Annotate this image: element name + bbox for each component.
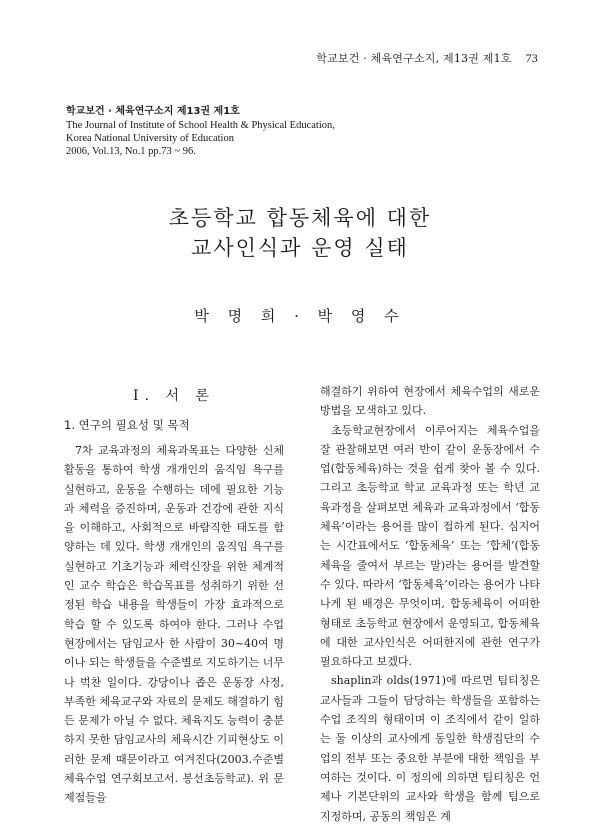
- paper-title-line-2: 교사인식과 운영 실태: [191, 236, 409, 260]
- running-head: [316, 50, 538, 66]
- running-head-journal: 학교보건 · 체육연구소지, 제13권 제1호: [316, 52, 512, 65]
- subsection-title: 1. 연구의 필요성 및 목적: [64, 418, 190, 432]
- body-paragraph: 7차 교육과정의 체육과목표는 다양한 신체활동을 통하여 학생 개개인의 움직임 욕구를 실현하고, 운동을 수행하는 데에 필요한 기능과 체력을 증진하며, 운동과 건강에 관한 지식을 이해하고, 사회적으로 바람직한 태도를 함양하는 데 있다. 학생 개개인의 움직임 욕구를 실현하고 기초기능과 체력신장을 위한 체계적인 교수 학습은 학습목표를 성취하기 위한 선정된 학습 내용을 학생들이 가장 효과적으로 학습 할 수 있도록 하여야 한다. 그러나 수업 현장에서는 담임교사 한 사람이 30~40여 명이나 되는 학생들을 수준별로 지도하기는 너무나 벅찬 일이다. 강당이나 좁은 운동장 사정, 부족한 체육교구와 자료의 문제도 해결하기 힘든 문제가 아닐 수 없다. 체육지도 능력이 충분하지 못한 담임교사의 체육시간 기피현상도 이러한 문제 때문이라고 여겨진다(2003.수준별 체육수업 연구회보고서. 봉선초등학교). 위 문제점들을: [64, 444, 284, 805]
- right-column: [320, 382, 540, 826]
- body-paragraph: shaplin과 olds(1971)에 따르면 팀티칭은 교사들과 그들이 담당하는 학생들을 포함하는 수업 조직의 형태이며 이 조직에서 같이 일하는 둘 이상의 교사에게 동일한 학생집단의 수업의 전부 또는 중요한 부분에 대한 책임을 부여하는 것이다. 이 정의에 의하면 팀티칭은 언제나 기본단위의 교사와 학생을 함께 팀으로 지정하며, 공동의 책임은 계: [320, 674, 540, 823]
- authors: 박 명 희 · 박 영 수: [194, 307, 406, 325]
- journal-info: [66, 105, 335, 158]
- journal-issue: 2006, Vol.13, No.1 pp.73 ~ 96.: [66, 146, 196, 157]
- paper-title: [0, 203, 600, 263]
- journal-name-english: The Journal of Institute of School Health & Physical Education,: [66, 120, 335, 131]
- journal-institution: Korea National University of Education: [66, 133, 234, 144]
- body-paragraph: 해결하기 위하여 현장에서 체육수업의 새로운 방법을 모색하고 있다.: [320, 385, 540, 418]
- section-title: Ⅰ. 서 론: [133, 388, 215, 404]
- paper-title-line-1: 초등학교 합동체육에 대한: [168, 206, 432, 230]
- journal-name-korean: 학교보건 · 체육연구소지 제13권 제1호: [66, 106, 240, 117]
- left-column: [64, 386, 284, 808]
- page-number: 73: [525, 51, 538, 65]
- body-paragraph: 초등학교현장에서 이루어지는 체육수업을 잘 관찰해보면 여러 반이 같이 운동장에서 수업(합동체육)하는 것을 쉽게 찾아 볼 수 있다. 그리고 초등학교 학교 교육과정 또는 학년 교육과정을 살펴보면 체육과 교육과정에서 ‘합동체육’이라는 용어를 많이 접하게 된다. 심지어는 시간표에서도 ‘합동체육’ 또는 ‘합체’(합동체육을 줄여서 부르는 말)라는 용어를 발견할 수 있다. 따라서 ‘합동체육’이라는 용어가 나타나게 된 배경은 무엇이며, 합동체육이 어떠한 형태로 초등학교 현장에서 운영되고, 합동체육에 대한 교사인식은 어떠한지에 관한 연구가 필요하다고 보겠다.: [320, 423, 540, 669]
